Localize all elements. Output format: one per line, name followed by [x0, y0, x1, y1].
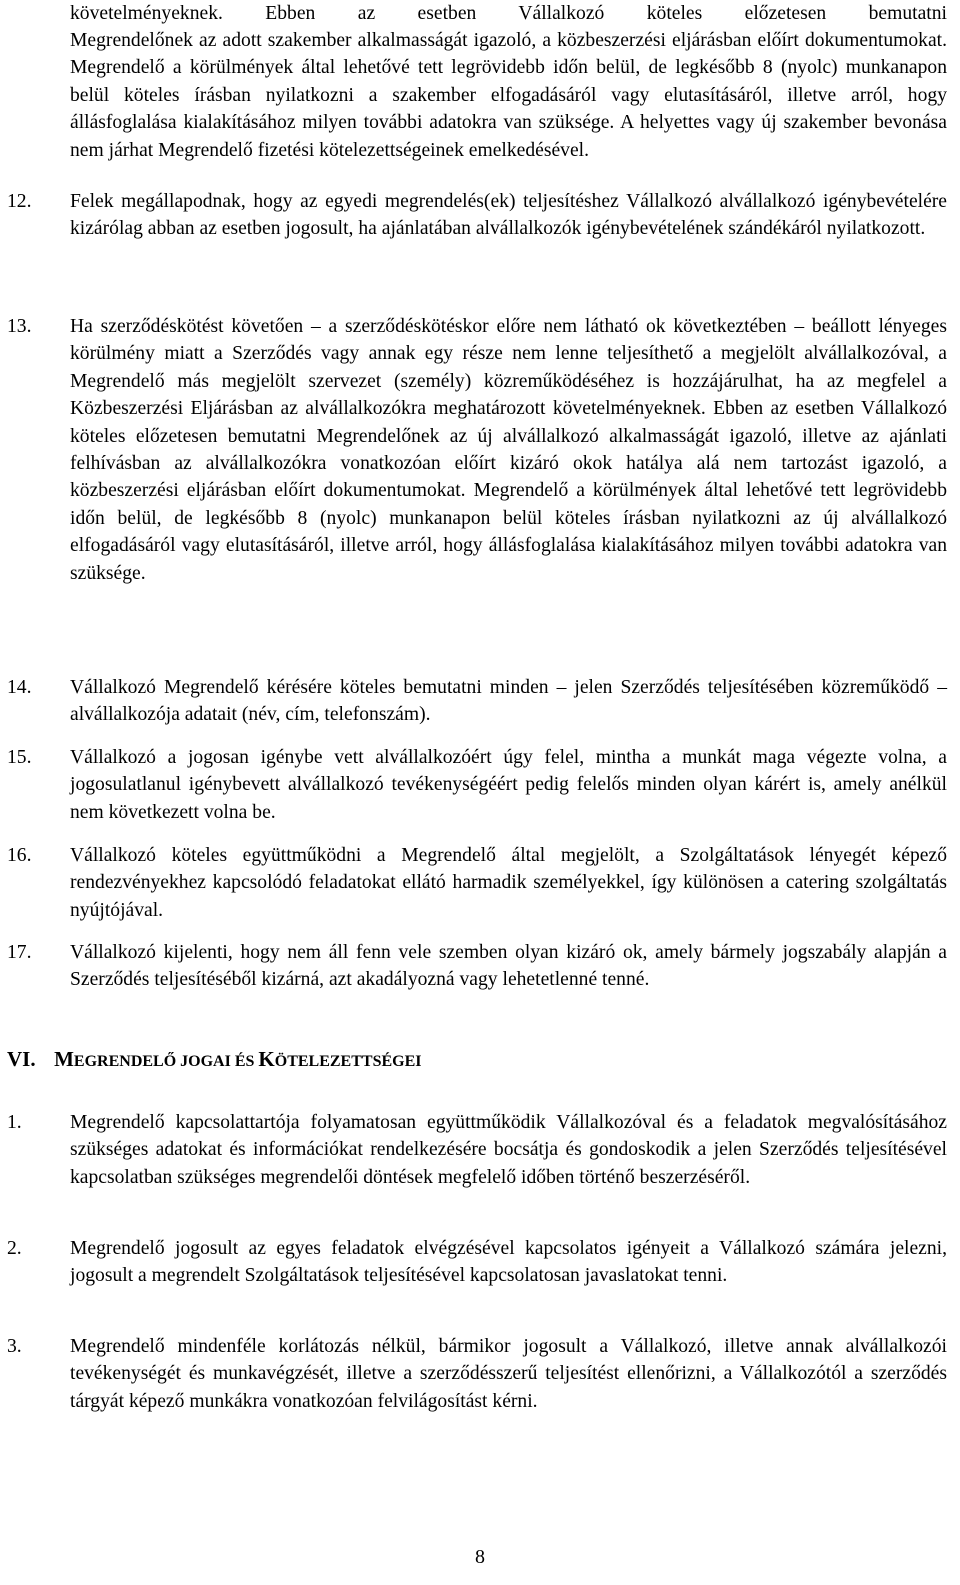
- list-item-text: Vállalkozó köteles együttműködni a Megrendelő által megjelölt, a Szolgáltatások lényegét képező rendezvényekhez kapcsolódó feladatokat ellátó harmadik személyekkel, így különösen a catering szolgáltatás nyújtójával.: [70, 845, 947, 921]
- section-title-initial-2: K: [258, 1047, 275, 1071]
- list-item-number: 3.: [7, 1336, 22, 1357]
- section-number: VI.: [7, 1047, 36, 1071]
- section-item-3: [7, 1333, 947, 1415]
- list-item-16: [7, 842, 947, 924]
- list-item-text: Felek megállapodnak, hogy az egyedi megrendelés(ek) teljesítéshez Vállalkozó alvállalkozó igénybevételére kizárólag abban az esetben jogosult, ha ajánlatában alvállalkozók igénybevételének szándékáról nyilatkozott.: [70, 191, 947, 240]
- list-item-number: 15.: [7, 747, 32, 768]
- list-item-text: Megrendelő jogosult az egyes feladatok elvégzésével kapcsolatos igényeit a Vállalkozó számára jelezni, jogosult a megrendelt Szolgáltatások teljesítésével kapcsolatosan javaslatokat tenni.: [70, 1238, 947, 1287]
- list-item-13: [7, 313, 947, 587]
- list-item-14: [7, 674, 947, 729]
- list-item-text: Vállalkozó a jogosan igénybe vett alvállalkozóért úgy felel, mintha a munkát maga végezte volna, a jogosulatlanul igénybevett alvállalkozó tevékenységéért pedig felelős minden olyan kárért is, amely anélkül nem következett volna be.: [70, 747, 947, 823]
- section-title-part2: ÖTELEZETTSÉGEI: [274, 1053, 422, 1070]
- section-item-2: [7, 1235, 947, 1290]
- list-item-text: Megrendelő mindenféle korlátozás nélkül, bármikor jogosult a Vállalkozó, illetve annak alvállalkozói tevékenységét és munkavégzését, illetve a szerződésszerű teljesítést ellenőrizni, a Vállalkozótól a szerződés tárgyát képező munkákra vonatkozóan felvilágosítást kérni.: [70, 1336, 947, 1412]
- list-item-number: 12.: [7, 191, 32, 212]
- section-title-initial: M: [54, 1047, 74, 1071]
- list-item-12: [7, 188, 947, 243]
- section-heading: [7, 1047, 421, 1072]
- section-item-1: [7, 1109, 947, 1191]
- list-item-number: 13.: [7, 316, 32, 337]
- page-number: 8: [475, 1546, 485, 1568]
- list-item-text: Vállalkozó Megrendelő kérésére köteles bemutatni minden – jelen Szerződés teljesítésében közreműködő – alvállalkozója adatait (név, cím, telefonszám).: [70, 677, 947, 726]
- section-title-part1: EGRENDELŐ JOGAI ÉS: [73, 1053, 259, 1070]
- list-item-text: Vállalkozó kijelenti, hogy nem áll fenn vele szemben olyan kizáró ok, amely bármely jogszabály alapján a Szerződés teljesítéséből kizárná, azt akadályozná vagy lehetetlenné tenné.: [70, 942, 947, 991]
- list-item-number: 16.: [7, 845, 32, 866]
- list-item-15: [7, 744, 947, 826]
- list-item-text: Megrendelő kapcsolattartója folyamatosan együttműködik Vállalkozóval és a feladatok megvalósításához szükséges adatokat és információkat rendelkezésére bocsátja és gondoskodik a jelen Szerződés teljesítésével kapcsolatban szükséges megrendelői döntések megfelelő időben történő beszerzéséről.: [70, 1112, 947, 1188]
- intro-paragraph: Megrendelőnek az adott szakember alkalmasságát igazoló, a közbeszerzési eljárásban előírt dokumentumokat. Megrendelő a körülmények által lehetővé tett legrövidebb időn belül, de legkésőbb 8 (nyolc) munkanapon belül köteles írásban nyilatkozni a szakember elfogadásáról vagy elutasításáról, illetve arról, hogy állásfoglalása kialakításához milyen további adatokra van szüksége. A helyettes vagy új szakember bevonása nem járhat Megrendelő fizetési kötelezettségeinek emelkedésével.: [70, 30, 947, 161]
- list-item-number: 17.: [7, 942, 32, 963]
- list-item-text: Ha szerződéskötést követően – a szerződéskötéskor előre nem látható ok következtében – beállott lényeges körülmény miatt a Szerződés vagy annak egy része nem lenne teljesíthető a megjelölt alvállalkozóval, a Megrendelő más megjelölt szervezet (személy) közreműködéséhez is hozzájárulhat, ha az megfelel a Közbeszerzési Eljárásban az alvállalkozókra meghatározott követelményeknek. Ebben az esetben Vállalkozó köteles előzetesen bemutatni Megrendelőnek az új alvállalkozó alkalmasságát igazoló, illetve az ajánlati felhívásban az alvállalkozókra vonatkozóan előírt kizáró okok hatálya alá nem tartozást igazoló, a közbeszerzési eljárásban előírt dokumentumokat. Megrendelő a körülmények által lehetővé tett legrövidebb időn belül, de legkésőbb 8 (nyolc) munkanapon belül köteles írásban nyilatkozni az új alvállalkozó elfogadásáról vagy elutasításáról, illetve arról, hogy állásfoglalása kialakításához milyen további adatokra van szüksége.: [70, 316, 947, 584]
- list-item-number: 14.: [7, 677, 32, 698]
- intro-paragraph-line1: követelményeknek. Ebben az esetben Vállalkozó köteles előzetesen bemutatni: [70, 3, 947, 24]
- list-item-17: [7, 939, 947, 994]
- list-item-number: 2.: [7, 1238, 22, 1259]
- list-item-number: 1.: [7, 1112, 22, 1133]
